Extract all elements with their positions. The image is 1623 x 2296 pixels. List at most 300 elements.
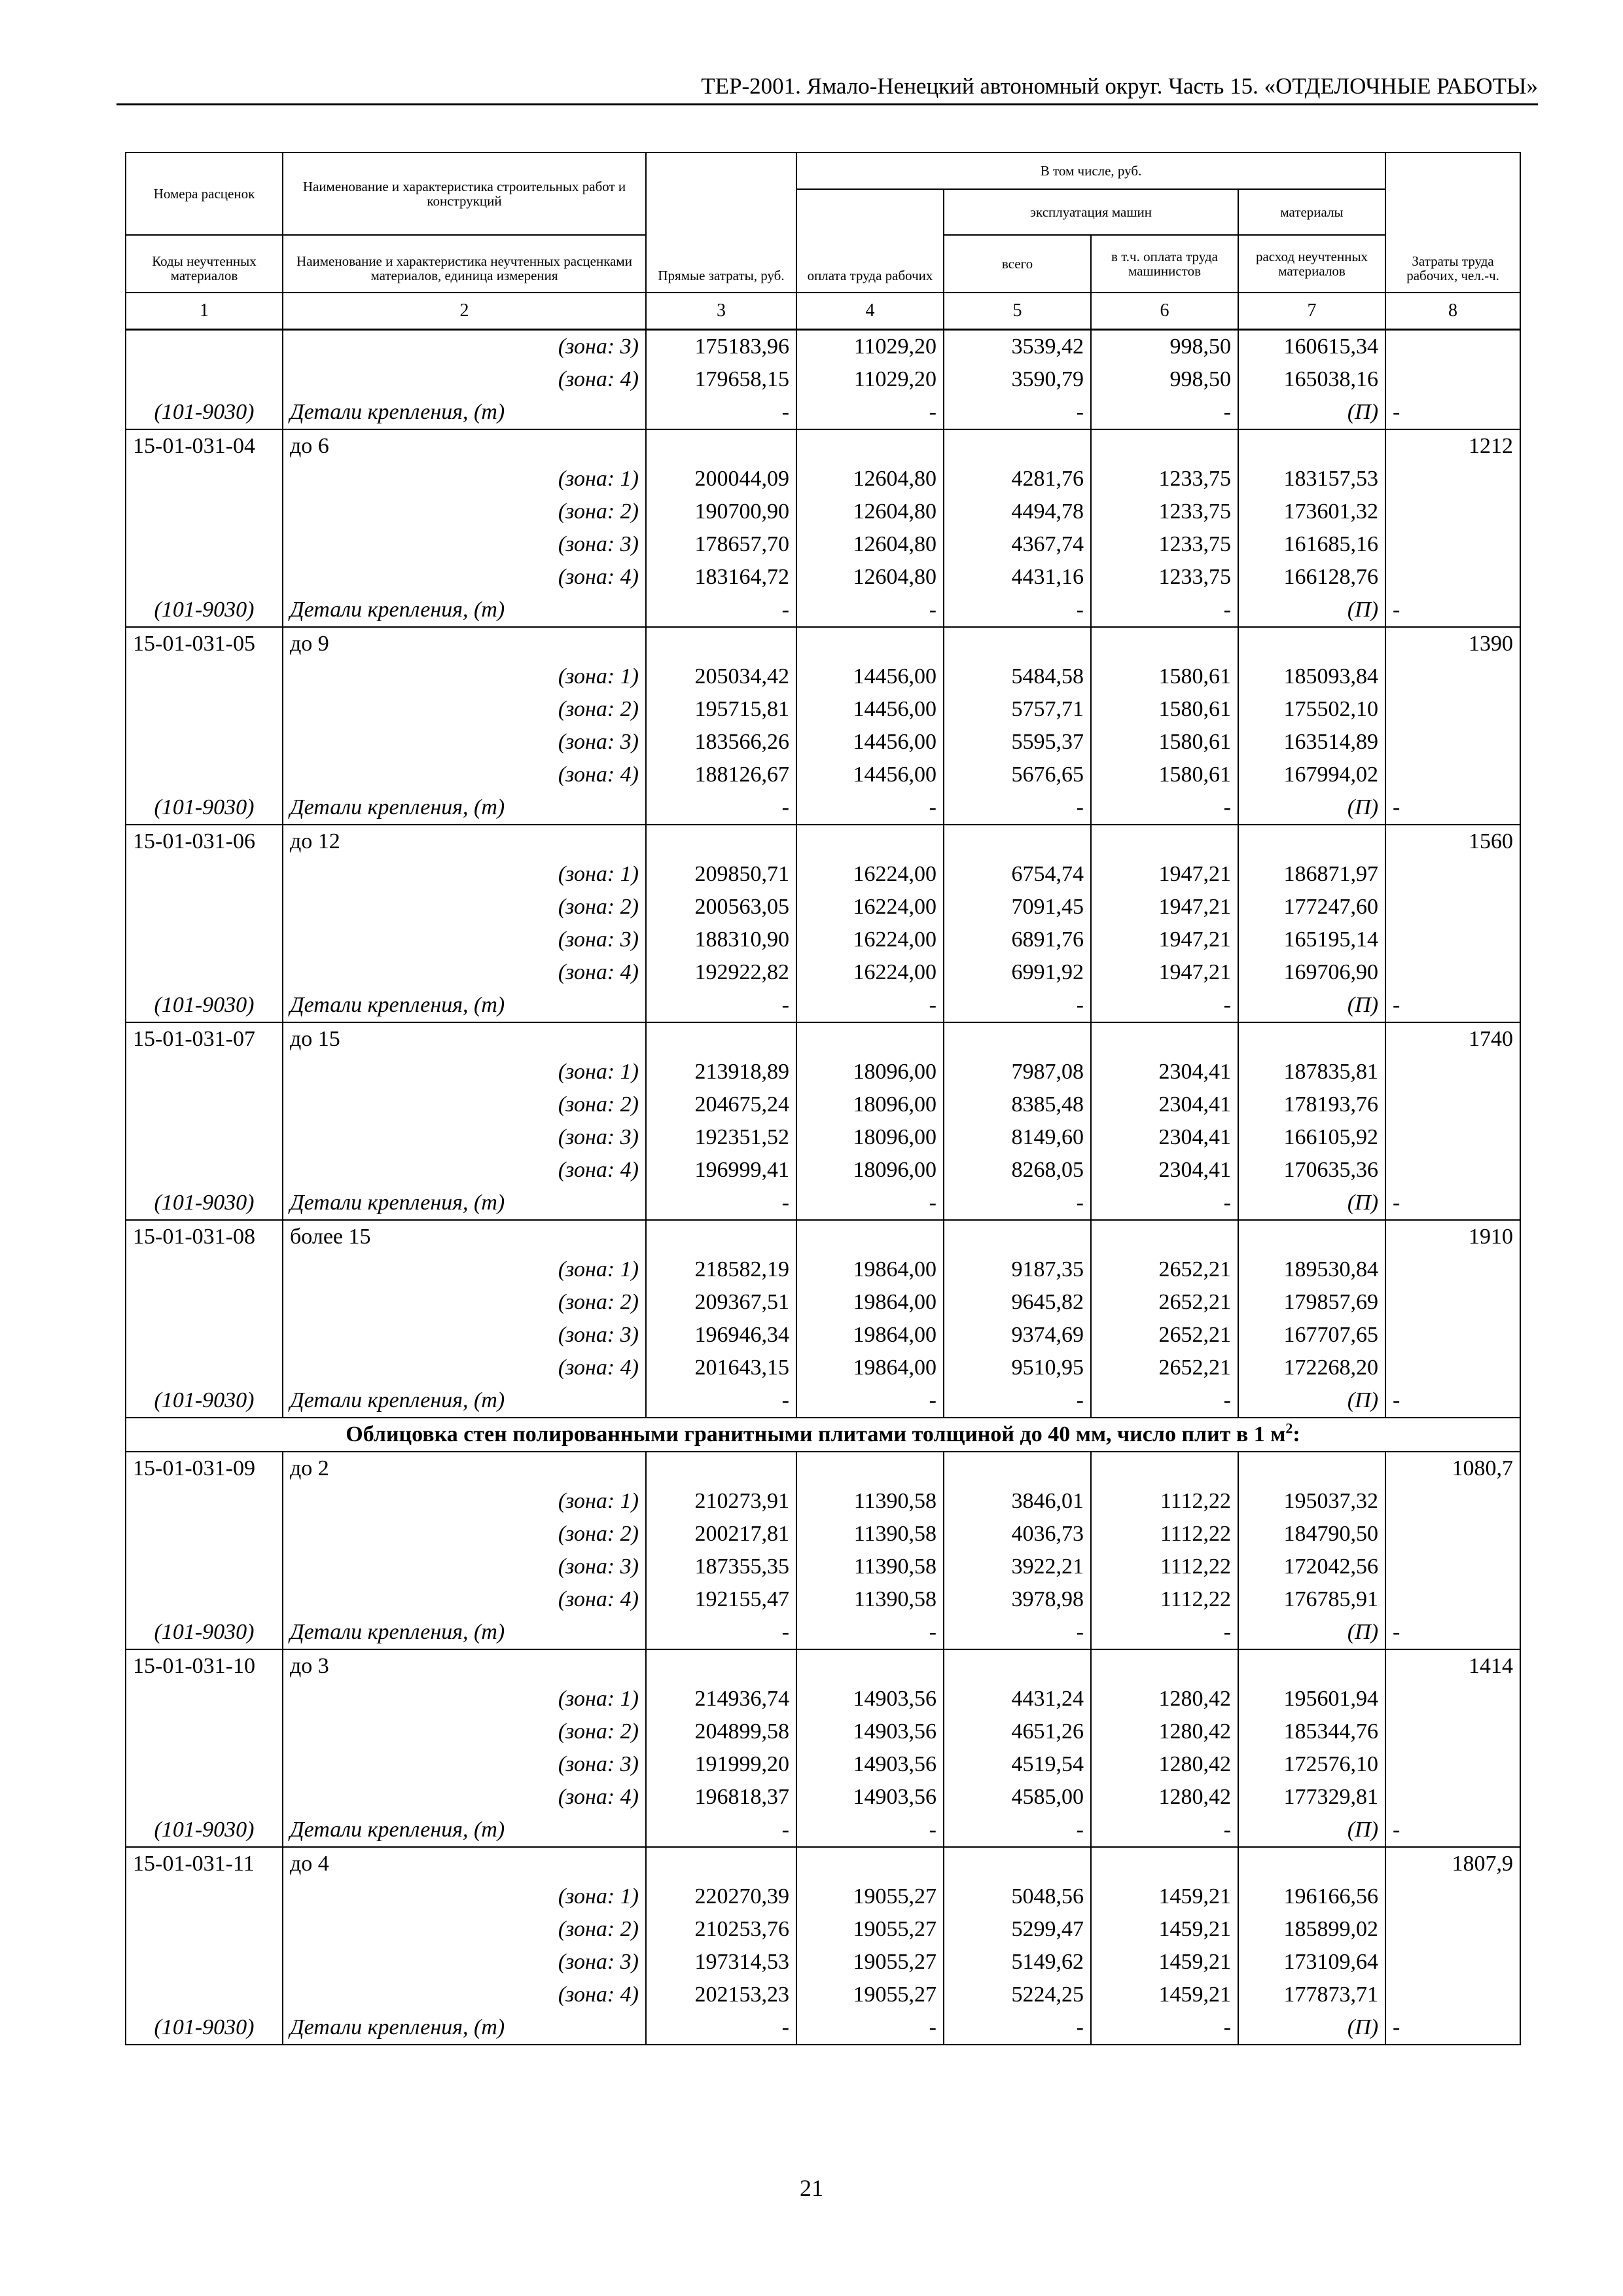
value-cell: 166128,76	[1238, 561, 1385, 594]
dash-cell: -	[796, 1814, 944, 1847]
column-number: 5	[944, 293, 1091, 330]
value-cell: 197314,53	[646, 1946, 796, 1979]
zone-row	[126, 924, 1520, 956]
empty-cell	[646, 429, 796, 463]
empty-cell	[126, 495, 283, 528]
zone-row	[126, 1979, 1520, 2011]
machines-total-label: всего	[944, 235, 1091, 293]
zone-row	[126, 1946, 1520, 1979]
empty-cell	[1385, 1781, 1520, 1814]
value-cell: 11390,58	[796, 1518, 944, 1551]
rate-code-row	[126, 825, 1520, 858]
empty-cell	[1385, 858, 1520, 891]
value-cell: 14903,56	[796, 1683, 944, 1715]
empty-cell	[1385, 1518, 1520, 1551]
zone-row	[126, 1913, 1520, 1946]
material-unit: (П)	[1238, 1814, 1385, 1847]
value-cell: 192922,82	[646, 956, 796, 989]
empty-cell	[944, 825, 1091, 858]
value-cell: 14456,00	[796, 759, 944, 791]
value-cell: 1233,75	[1091, 561, 1238, 594]
zone-label: (зона: 3)	[283, 924, 646, 956]
value-cell: 2304,41	[1091, 1154, 1238, 1187]
labor-hours: 1414	[1385, 1649, 1520, 1683]
value-cell: 178193,76	[1238, 1088, 1385, 1121]
material-unit: (П)	[1238, 1187, 1385, 1220]
section-title-colon: :	[1293, 1422, 1300, 1446]
zone-label: (зона: 4)	[283, 956, 646, 989]
value-cell: 1459,21	[1091, 1913, 1238, 1946]
work-name: более 15	[283, 1220, 646, 1253]
zone-row	[126, 1748, 1520, 1781]
material-unit: (П)	[1238, 594, 1385, 627]
dash-cell: -	[1091, 1814, 1238, 1847]
empty-cell	[1385, 660, 1520, 693]
work-name: до 15	[283, 1022, 646, 1056]
dash-cell: -	[1385, 1187, 1520, 1220]
value-cell: 183566,26	[646, 726, 796, 759]
value-cell: 4519,54	[944, 1748, 1091, 1781]
value-cell: 4367,74	[944, 528, 1091, 561]
rate-code-row	[126, 1847, 1520, 1880]
value-cell: 1112,22	[1091, 1583, 1238, 1616]
zone-row	[126, 956, 1520, 989]
zone-row	[126, 495, 1520, 528]
empty-cell	[1091, 1022, 1238, 1056]
section-title-text: Облицовка стен полированными гранитными плитами толщиной до 40 мм, число плит в 1 м	[346, 1422, 1286, 1446]
dash-cell: -	[646, 791, 796, 825]
col1-top-label: Номера расценок	[126, 152, 283, 235]
value-cell: 189530,84	[1238, 1253, 1385, 1286]
value-cell: 213918,89	[646, 1056, 796, 1088]
value-cell: 9187,35	[944, 1253, 1091, 1286]
column-numbers-row	[126, 293, 1520, 330]
rate-code-row	[126, 1220, 1520, 1253]
value-cell: 12604,80	[796, 561, 944, 594]
value-cell: 184790,50	[1238, 1518, 1385, 1551]
labor-hours: 1740	[1385, 1022, 1520, 1056]
value-cell: 19055,27	[796, 1913, 944, 1946]
value-cell: 167707,65	[1238, 1319, 1385, 1352]
empty-cell	[1385, 528, 1520, 561]
value-cell: 1233,75	[1091, 528, 1238, 561]
dash-cell: -	[944, 1616, 1091, 1649]
value-cell: 209850,71	[646, 858, 796, 891]
zone-row	[126, 528, 1520, 561]
empty-cell	[1385, 726, 1520, 759]
detail-row	[126, 1187, 1520, 1220]
value-cell: 177873,71	[1238, 1979, 1385, 2011]
value-cell: 200563,05	[646, 891, 796, 924]
zone-label: (зона: 3)	[283, 1121, 646, 1154]
value-cell: 200044,09	[646, 463, 796, 495]
empty-cell	[1091, 1649, 1238, 1683]
material-name: Детали крепления, (т)	[283, 1384, 646, 1418]
zone-label: (зона: 2)	[283, 1088, 646, 1121]
value-cell: 1580,61	[1091, 726, 1238, 759]
value-cell: 2304,41	[1091, 1056, 1238, 1088]
value-cell: 5595,37	[944, 726, 1091, 759]
value-cell: 8268,05	[944, 1154, 1091, 1187]
material-name: Детали крепления, (т)	[283, 989, 646, 1022]
value-cell: 2652,21	[1091, 1253, 1238, 1286]
empty-cell	[944, 429, 1091, 463]
empty-cell	[126, 693, 283, 726]
dash-cell: -	[646, 1616, 796, 1649]
empty-cell	[1385, 1121, 1520, 1154]
dash-cell: -	[944, 989, 1091, 1022]
value-cell: 165038,16	[1238, 363, 1385, 396]
zone-row	[126, 1781, 1520, 1814]
material-unit: (П)	[1238, 989, 1385, 1022]
col2-bottom-label: Наименование и характеристика неучтенных расценками материалов, единица измерения	[283, 235, 646, 293]
empty-cell	[796, 1452, 944, 1485]
detail-row	[126, 594, 1520, 627]
material-unit: (П)	[1238, 396, 1385, 429]
dash-cell: -	[646, 1187, 796, 1220]
dash-cell: -	[944, 791, 1091, 825]
dash-cell: -	[944, 594, 1091, 627]
value-cell: 210273,91	[646, 1485, 796, 1518]
empty-cell	[126, 1286, 283, 1319]
empty-cell	[1385, 1485, 1520, 1518]
value-cell: 1280,42	[1091, 1683, 1238, 1715]
detail-row	[126, 1384, 1520, 1418]
zone-row	[126, 1352, 1520, 1384]
value-cell: 179857,69	[1238, 1286, 1385, 1319]
value-cell: 1580,61	[1091, 660, 1238, 693]
value-cell: 172268,20	[1238, 1352, 1385, 1384]
value-cell: 204675,24	[646, 1088, 796, 1121]
value-cell: 187835,81	[1238, 1056, 1385, 1088]
dash-cell: -	[646, 396, 796, 429]
empty-cell	[126, 726, 283, 759]
materials-label: материалы	[1238, 189, 1385, 235]
value-cell: 163514,89	[1238, 726, 1385, 759]
value-cell: 3846,01	[944, 1485, 1091, 1518]
dash-cell: -	[1091, 2011, 1238, 2045]
dash-cell: -	[646, 989, 796, 1022]
value-cell: 1112,22	[1091, 1551, 1238, 1583]
value-cell: 19864,00	[796, 1253, 944, 1286]
empty-cell	[1385, 1715, 1520, 1748]
rate-code-row	[126, 627, 1520, 660]
value-cell: 3539,42	[944, 330, 1091, 364]
work-name: до 2	[283, 1452, 646, 1485]
empty-cell	[646, 825, 796, 858]
value-cell: 19055,27	[796, 1979, 944, 2011]
value-cell: 195037,32	[1238, 1485, 1385, 1518]
value-cell: 1280,42	[1091, 1748, 1238, 1781]
value-cell: 11390,58	[796, 1485, 944, 1518]
empty-cell	[796, 1649, 944, 1683]
value-cell: 16224,00	[796, 924, 944, 956]
section-title-superscript: 2	[1285, 1420, 1293, 1437]
empty-cell	[646, 1847, 796, 1880]
zone-label: (зона: 2)	[283, 1286, 646, 1319]
value-cell: 1947,21	[1091, 858, 1238, 891]
zone-row	[126, 726, 1520, 759]
value-cell: 1580,61	[1091, 693, 1238, 726]
value-cell: 195715,81	[646, 693, 796, 726]
empty-cell	[1385, 1880, 1520, 1913]
value-cell: 4651,26	[944, 1715, 1091, 1748]
material-name: Детали крепления, (т)	[283, 1187, 646, 1220]
empty-cell	[126, 528, 283, 561]
table-body	[126, 330, 1520, 2045]
value-cell: 2652,21	[1091, 1286, 1238, 1319]
dash-cell: -	[1385, 2011, 1520, 2045]
dash-cell: -	[1091, 1384, 1238, 1418]
value-cell: 11390,58	[796, 1551, 944, 1583]
empty-cell	[126, 1583, 283, 1616]
zone-row	[126, 1551, 1520, 1583]
value-cell: 5757,71	[944, 693, 1091, 726]
value-cell: 3922,21	[944, 1551, 1091, 1583]
empty-cell	[1385, 1979, 1520, 2011]
empty-cell	[1385, 561, 1520, 594]
value-cell: 18096,00	[796, 1121, 944, 1154]
zone-row	[126, 1088, 1520, 1121]
zone-row	[126, 693, 1520, 726]
material-name: Детали крепления, (т)	[283, 594, 646, 627]
zone-label: (зона: 4)	[283, 363, 646, 396]
value-cell: 196946,34	[646, 1319, 796, 1352]
uncounted-label: расход неучтенных материалов	[1238, 235, 1385, 293]
empty-cell	[126, 463, 283, 495]
empty-cell	[126, 1253, 283, 1286]
empty-cell	[126, 858, 283, 891]
zone-row	[126, 858, 1520, 891]
value-cell: 12604,80	[796, 463, 944, 495]
material-code: (101-9030)	[126, 1814, 283, 1847]
empty-cell	[1238, 1649, 1385, 1683]
value-cell: 188310,90	[646, 924, 796, 956]
zone-label: (зона: 4)	[283, 1352, 646, 1384]
rate-code: 15-01-031-08	[126, 1220, 283, 1253]
value-cell: 4494,78	[944, 495, 1091, 528]
empty-cell	[1385, 759, 1520, 791]
value-cell: 5149,62	[944, 1946, 1091, 1979]
value-cell: 177247,60	[1238, 891, 1385, 924]
zone-label: (зона: 1)	[283, 1056, 646, 1088]
value-cell: 200217,81	[646, 1518, 796, 1551]
empty-cell	[126, 660, 283, 693]
empty-cell	[1385, 1088, 1520, 1121]
value-cell: 14903,56	[796, 1781, 944, 1814]
material-name: Детали крепления, (т)	[283, 1814, 646, 1847]
dash-cell: -	[1091, 396, 1238, 429]
zone-row	[126, 363, 1520, 396]
value-cell: 16224,00	[796, 956, 944, 989]
value-cell: 14903,56	[796, 1748, 944, 1781]
machines-label: эксплуатация машин	[944, 189, 1238, 235]
value-cell: 1947,21	[1091, 924, 1238, 956]
rate-code: 15-01-031-10	[126, 1649, 283, 1683]
dash-cell: -	[1385, 1384, 1520, 1418]
col8-label: Затраты труда рабочих, чел.-ч.	[1385, 152, 1520, 293]
value-cell: 1459,21	[1091, 1979, 1238, 2011]
value-cell: 183157,53	[1238, 463, 1385, 495]
empty-cell	[126, 1913, 283, 1946]
value-cell: 16224,00	[796, 891, 944, 924]
empty-cell	[126, 1319, 283, 1352]
material-code: (101-9030)	[126, 1616, 283, 1649]
value-cell: 14456,00	[796, 726, 944, 759]
value-cell: 19864,00	[796, 1352, 944, 1384]
rate-code-row	[126, 1022, 1520, 1056]
empty-cell	[796, 627, 944, 660]
empty-cell	[126, 1781, 283, 1814]
empty-cell	[1385, 891, 1520, 924]
empty-cell	[1385, 1352, 1520, 1384]
empty-cell	[1238, 1847, 1385, 1880]
value-cell: 7091,45	[944, 891, 1091, 924]
empty-cell	[1385, 495, 1520, 528]
empty-cell	[944, 1220, 1091, 1253]
empty-cell	[796, 1220, 944, 1253]
value-cell: 205034,42	[646, 660, 796, 693]
empty-cell	[1385, 1683, 1520, 1715]
empty-cell	[1238, 1022, 1385, 1056]
value-cell: 4431,16	[944, 561, 1091, 594]
dash-cell: -	[796, 396, 944, 429]
value-cell: 2652,21	[1091, 1352, 1238, 1384]
material-code: (101-9030)	[126, 1384, 283, 1418]
value-cell: 196999,41	[646, 1154, 796, 1187]
column-number: 1	[126, 293, 283, 330]
table-header	[126, 152, 1520, 330]
value-cell: 2304,41	[1091, 1121, 1238, 1154]
empty-cell	[796, 1847, 944, 1880]
value-cell: 19864,00	[796, 1286, 944, 1319]
empty-cell	[1238, 825, 1385, 858]
empty-cell	[1385, 1286, 1520, 1319]
value-cell: 2304,41	[1091, 1088, 1238, 1121]
value-cell: 18096,00	[796, 1154, 944, 1187]
empty-cell	[646, 1649, 796, 1683]
dash-cell: -	[1091, 1616, 1238, 1649]
zone-label: (зона: 3)	[283, 330, 646, 364]
zone-label: (зона: 1)	[283, 1485, 646, 1518]
material-name: Детали крепления, (т)	[283, 791, 646, 825]
empty-cell	[1385, 956, 1520, 989]
dash-cell: -	[1385, 396, 1520, 429]
value-cell: 11029,20	[796, 330, 944, 364]
material-code: (101-9030)	[126, 594, 283, 627]
value-cell: 167994,02	[1238, 759, 1385, 791]
empty-cell	[1238, 1452, 1385, 1485]
value-cell: 12604,80	[796, 495, 944, 528]
value-cell: 9510,95	[944, 1352, 1091, 1384]
zone-label: (зона: 4)	[283, 1583, 646, 1616]
labor-hours: 1807,9	[1385, 1847, 1520, 1880]
value-cell: 190700,90	[646, 495, 796, 528]
value-cell: 14456,00	[796, 660, 944, 693]
dash-cell: -	[796, 1384, 944, 1418]
empty-cell	[126, 1946, 283, 1979]
rate-code-row	[126, 1452, 1520, 1485]
detail-row	[126, 1616, 1520, 1649]
section-title	[126, 1418, 1520, 1452]
detail-row	[126, 791, 1520, 825]
included-label: В том числе, руб.	[796, 152, 1385, 189]
zone-row	[126, 1583, 1520, 1616]
empty-cell	[646, 627, 796, 660]
value-cell: 196818,37	[646, 1781, 796, 1814]
empty-cell	[1091, 429, 1238, 463]
dash-cell: -	[646, 594, 796, 627]
detail-row	[126, 2011, 1520, 2045]
material-unit: (П)	[1238, 1384, 1385, 1418]
dash-cell: -	[944, 1187, 1091, 1220]
empty-cell	[1238, 627, 1385, 660]
dash-cell: -	[1091, 791, 1238, 825]
value-cell: 5048,56	[944, 1880, 1091, 1913]
value-cell: 4585,00	[944, 1781, 1091, 1814]
empty-cell	[1091, 627, 1238, 660]
col3-label: Прямые затраты, руб.	[646, 152, 796, 293]
zone-row	[126, 1683, 1520, 1715]
empty-cell	[126, 1088, 283, 1121]
zone-label: (зона: 1)	[283, 463, 646, 495]
value-cell: 5299,47	[944, 1913, 1091, 1946]
dash-cell: -	[944, 1384, 1091, 1418]
labor-hours: 1212	[1385, 429, 1520, 463]
zone-label: (зона: 2)	[283, 1913, 646, 1946]
empty-cell	[126, 1551, 283, 1583]
empty-cell	[1385, 1551, 1520, 1583]
zone-label: (зона: 2)	[283, 891, 646, 924]
rate-code: 15-01-031-05	[126, 627, 283, 660]
value-cell: 191999,20	[646, 1748, 796, 1781]
empty-cell	[944, 1847, 1091, 1880]
empty-cell	[126, 1715, 283, 1748]
labor-hours: 1910	[1385, 1220, 1520, 1253]
value-cell: 18096,00	[796, 1088, 944, 1121]
empty-cell	[646, 1220, 796, 1253]
value-cell: 1580,61	[1091, 759, 1238, 791]
empty-cell	[944, 1022, 1091, 1056]
value-cell: 183164,72	[646, 561, 796, 594]
material-code: (101-9030)	[126, 989, 283, 1022]
dash-cell: -	[796, 791, 944, 825]
value-cell: 4431,24	[944, 1683, 1091, 1715]
zone-row	[126, 1715, 1520, 1748]
value-cell: 6754,74	[944, 858, 1091, 891]
value-cell: 178657,70	[646, 528, 796, 561]
detail-row	[126, 989, 1520, 1022]
empty-cell	[1385, 1946, 1520, 1979]
zone-row	[126, 1319, 1520, 1352]
dash-cell: -	[1385, 989, 1520, 1022]
work-name: до 12	[283, 825, 646, 858]
value-cell: 188126,67	[646, 759, 796, 791]
empty-cell	[1385, 693, 1520, 726]
price-table	[125, 152, 1521, 2045]
work-name: до 9	[283, 627, 646, 660]
empty-cell	[1385, 1913, 1520, 1946]
zone-row	[126, 463, 1520, 495]
empty-cell	[1385, 1154, 1520, 1187]
labor-hours: 1080,7	[1385, 1452, 1520, 1485]
value-cell: 173601,32	[1238, 495, 1385, 528]
value-cell: 11390,58	[796, 1583, 944, 1616]
empty-cell	[796, 825, 944, 858]
work-name: до 6	[283, 429, 646, 463]
value-cell: 204899,58	[646, 1715, 796, 1748]
rate-code: 15-01-031-07	[126, 1022, 283, 1056]
